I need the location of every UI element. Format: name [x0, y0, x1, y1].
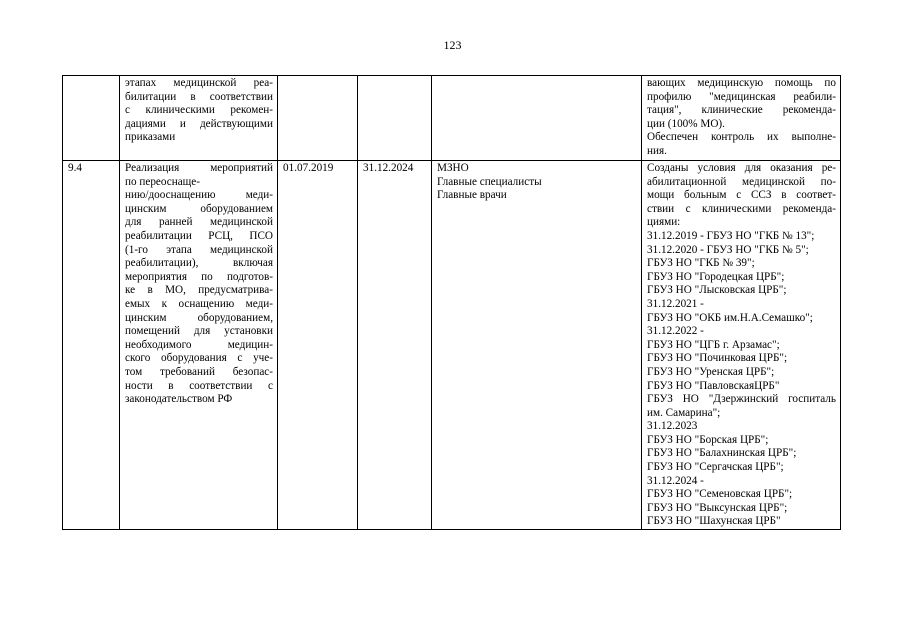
cell-end-date: 31.12.2024: [358, 161, 432, 530]
text-line: Главные врачи: [437, 189, 507, 202]
text-line: приказами: [125, 131, 176, 144]
text-line: мощи больным с ССЗ в соответ-: [647, 189, 836, 202]
text-line: Главные специалисты: [437, 175, 542, 188]
text-line: Реализация мероприятий: [125, 162, 273, 174]
text-line: ГБУЗ НО "ГКБ № 39";: [647, 257, 755, 270]
text-line: с клиническими рекомен-: [125, 104, 273, 117]
text-line: для ранней медицинской: [125, 216, 273, 229]
text-line: цинским оборудованием: [125, 202, 273, 215]
text-line: МЗНО: [437, 162, 469, 174]
text-line: ГБУЗ НО "Семеновская ЦРБ";: [647, 488, 793, 501]
cell-number: 9.4: [63, 161, 120, 530]
text-line: дациями и действующими: [125, 117, 273, 130]
text-line: ния.: [647, 144, 667, 157]
cell-responsible: [432, 76, 642, 161]
text-line: ции (100% МО).: [647, 117, 725, 130]
text-line: реабилитации), включая: [125, 257, 273, 270]
text-line: ГБУЗ НО "Лысковская ЦРБ";: [647, 284, 787, 297]
text-line: ГБУЗ НО "ЦГБ г. Арзамас";: [647, 338, 780, 351]
cell-result: [642, 76, 841, 161]
text-line: ГБУЗ НО "Борская ЦРБ";: [647, 433, 769, 446]
text-line: ке в МО, предусматрива-: [125, 284, 273, 297]
text-line: ГБУЗ НО "Починковая ЦРБ";: [647, 352, 788, 365]
text-line: мероприятия по подготов-: [125, 270, 273, 283]
text-line: том требований безопас-: [125, 365, 273, 378]
text-line: помещений для установки: [125, 325, 273, 338]
text-line: ГБУЗ НО "ОКБ им.Н.А.Семашко";: [647, 311, 813, 324]
text-line: тация", клинические рекоменда-: [647, 104, 836, 117]
text-line: ГБУЗ НО "Уренская ЦРБ";: [647, 365, 775, 378]
table-row-continuation: [63, 76, 841, 161]
cell-result: [642, 161, 841, 530]
text-line: нию/дооснащению меди-: [125, 189, 273, 202]
text-line: билитации в соответствии: [125, 90, 273, 103]
text-line: ГБУЗ НО "Сергачская ЦРБ";: [647, 461, 784, 474]
text-line: этапах медицинской реа-: [125, 77, 273, 89]
text-line: ствии с клиническими рекоменда-: [647, 202, 836, 215]
cell-start-date: 01.07.2019: [278, 161, 358, 530]
text-line: ГБУЗ НО "Выксунская ЦРБ";: [647, 501, 788, 514]
page-number: 123: [443, 38, 462, 52]
text-line: циями:: [647, 216, 681, 229]
text-line: законодательством РФ: [125, 393, 233, 406]
text-line: 31.12.2022 -: [647, 325, 704, 338]
text-line: 31.12.2024 -: [647, 474, 704, 487]
text-line: Обеспечен контроль их выполне-: [647, 131, 836, 144]
table-row-9-4: [63, 161, 841, 530]
text-line: ГБУЗ НО "ПавловскаяЦРБ": [647, 379, 780, 392]
text-line: по переоснащe-: [125, 175, 200, 188]
text-line: ского оборудования с уче-: [125, 352, 273, 365]
cell-action: [120, 76, 278, 161]
text-line: реабилитации РСЦ, ПСО: [125, 229, 273, 242]
text-line: цинским оборудованием,: [125, 311, 273, 324]
text-line: профилю "медицинская реабили-: [647, 90, 836, 103]
text-line: емых к оснащению меди-: [125, 297, 273, 310]
text-line: вающих медицинскую помощь по: [647, 77, 836, 89]
text-line: ГБУЗ НО "Балахнинская ЦРБ";: [647, 447, 797, 460]
text-line: 31.12.2021 -: [647, 297, 704, 310]
cell-end-date: [358, 76, 432, 161]
text-line: им. Самарина";: [647, 406, 721, 419]
text-line: ГБУЗ НО "Шахунская ЦРБ": [647, 515, 781, 528]
text-line: 31.12.2019 - ГБУЗ НО "ГКБ № 13";: [647, 229, 815, 242]
text-line: Созданы условия для оказания ре-: [647, 162, 836, 174]
text-line: ГБУЗ НО "Дзержинский госпиталь: [647, 393, 836, 406]
text-line: ности в соответствии с: [125, 379, 273, 392]
cell-responsible: [432, 161, 642, 530]
text-line: 31.12.2023: [647, 420, 698, 433]
cell-action: [120, 161, 278, 530]
plan-table: [62, 75, 841, 530]
text-line: абилитационной медицинской по-: [647, 175, 836, 188]
cell-start-date: [278, 76, 358, 161]
text-line: необходимого медицин-: [125, 338, 273, 351]
cell-number: [63, 76, 120, 161]
text-line: ГБУЗ НО "Городецкая ЦРБ";: [647, 270, 785, 283]
text-line: (1-го этапа медицинской: [125, 243, 273, 256]
text-line: 31.12.2020 - ГБУЗ НО "ГКБ № 5";: [647, 243, 809, 256]
